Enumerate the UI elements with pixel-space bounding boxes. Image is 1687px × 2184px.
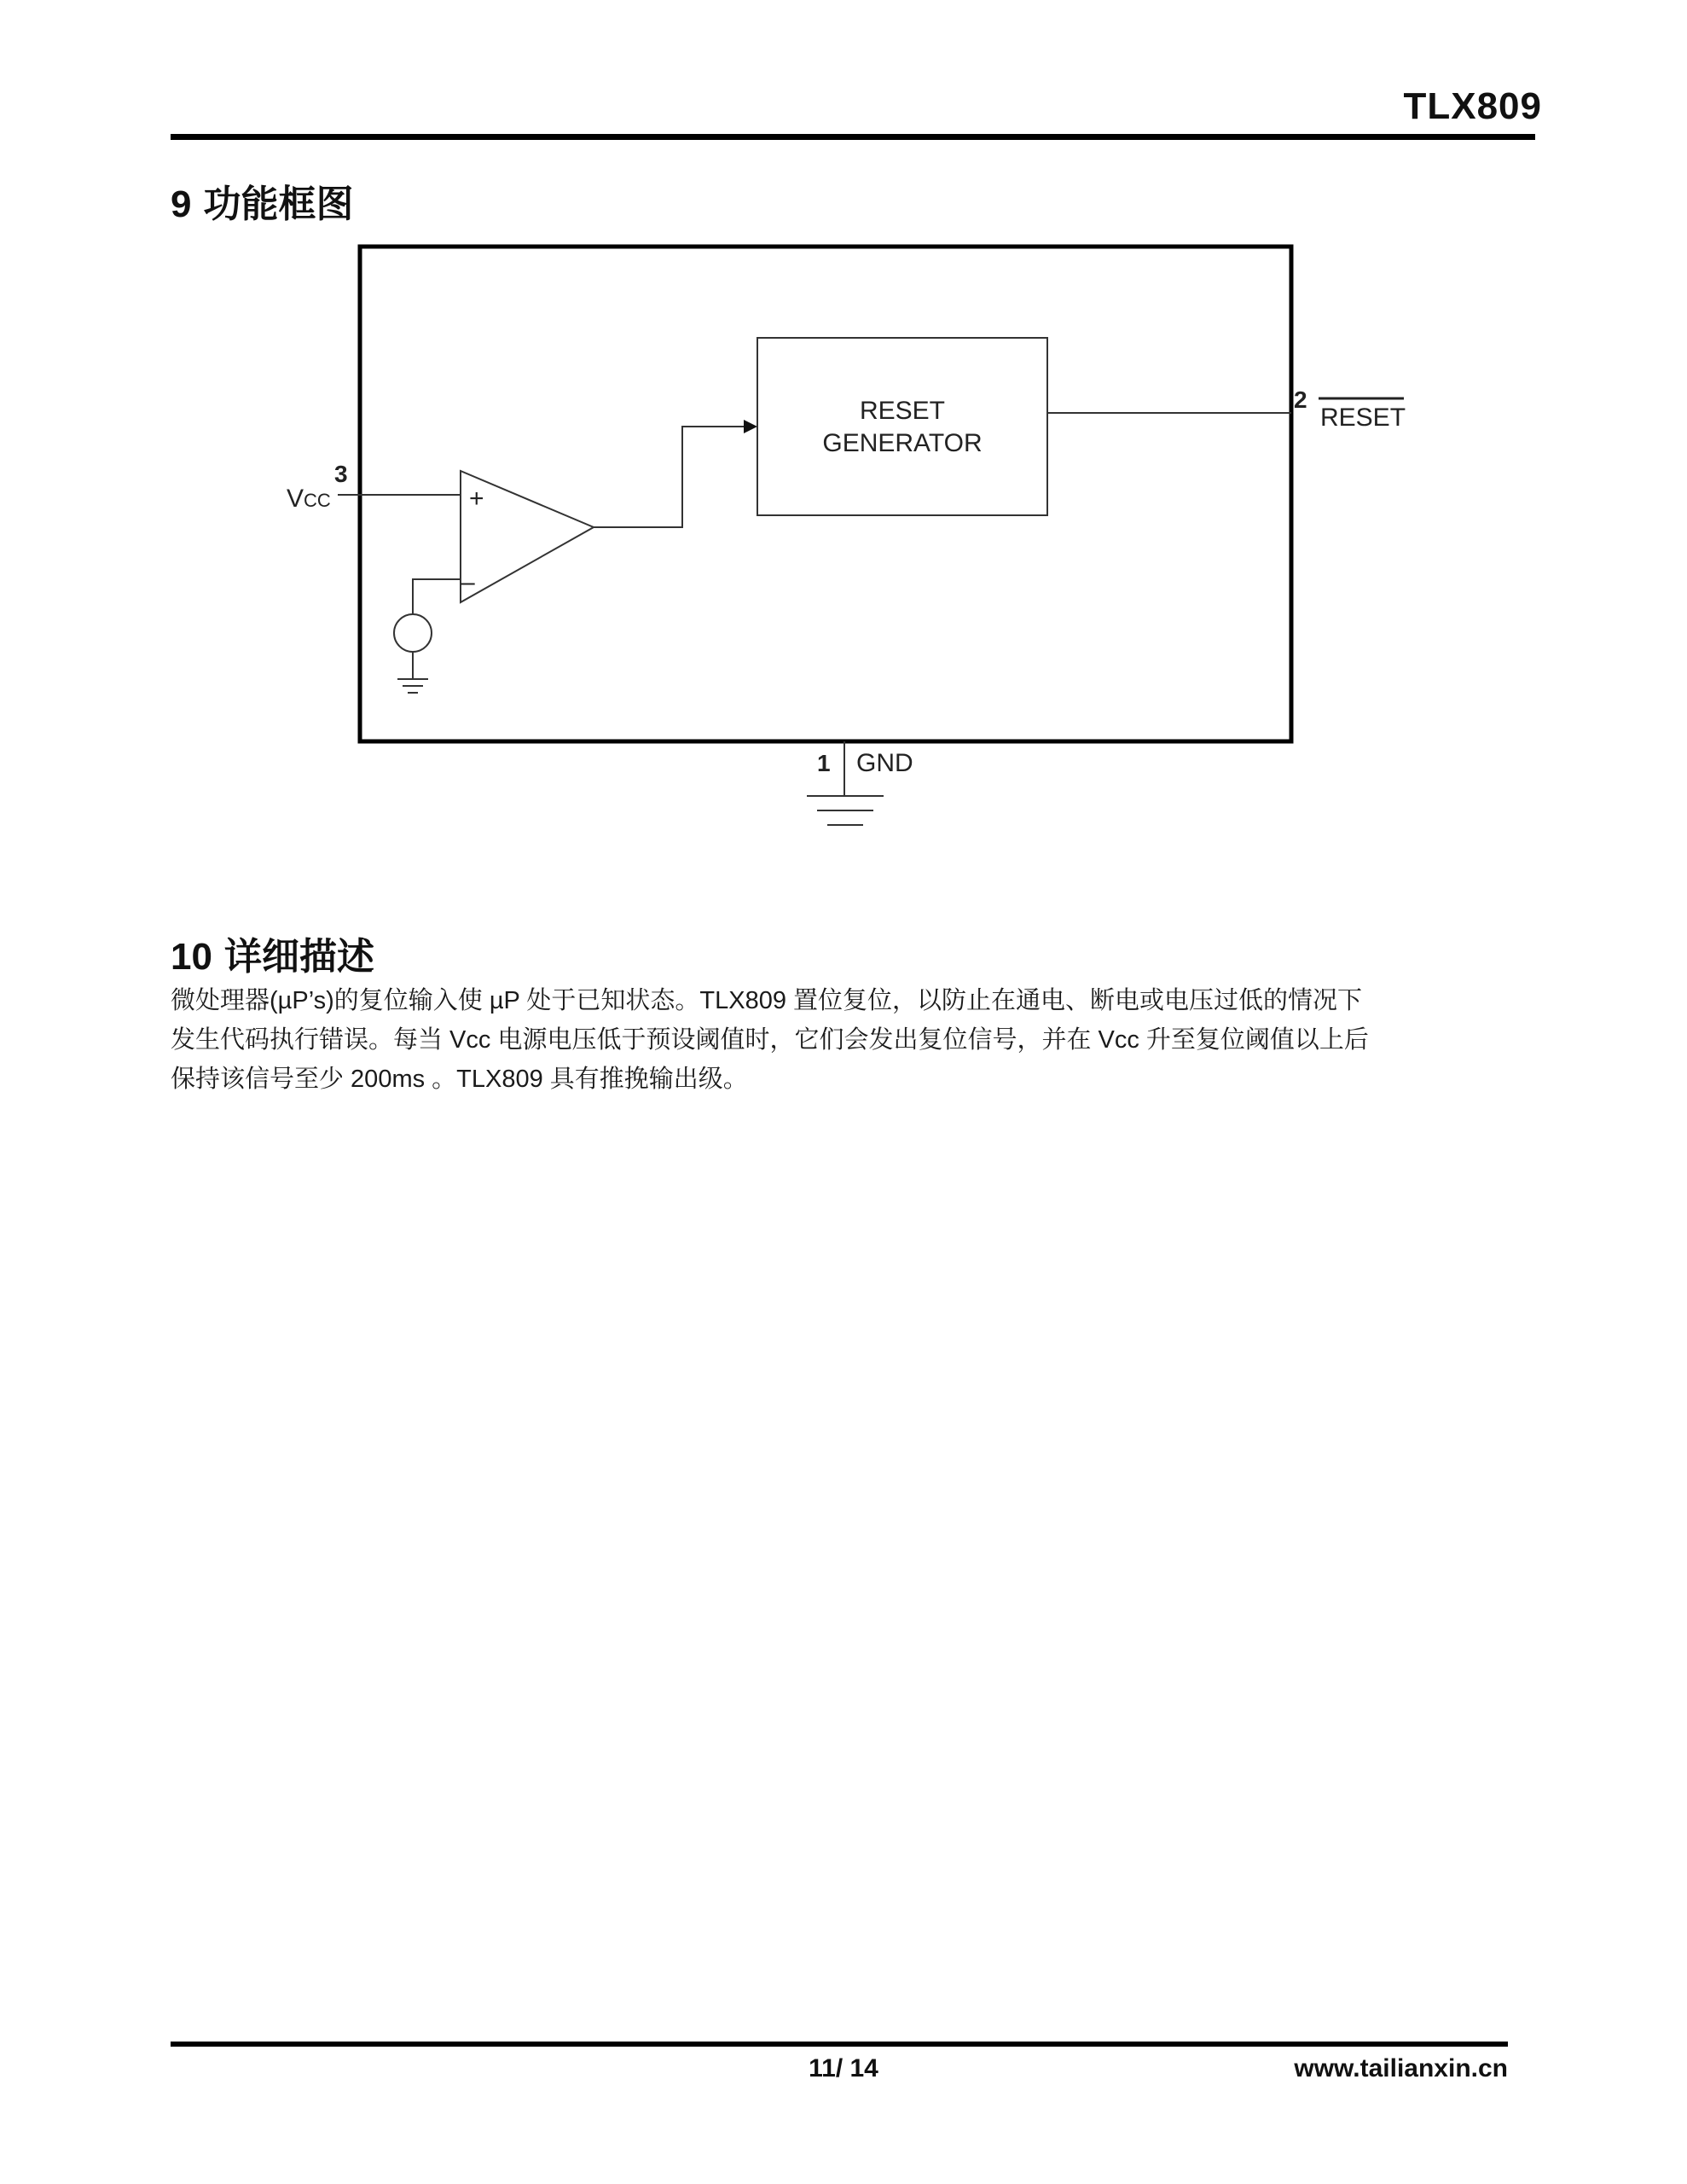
description-line-2: 发生代码执行错误。每当 Vcc 电源电压低于预设阈值时，它们会发出复位信号，并在 Vcc 升至复位阈值以上后 bbox=[171, 1026, 1369, 1054]
description-line-1: 微处理器(µP’s)的复位输入使 µP 处于已知状态。TLX809 置位复位，以防止在通电、断电或电压过低的情况下 bbox=[171, 987, 1363, 1014]
comparator-output-wire bbox=[594, 427, 744, 527]
chip-outline bbox=[360, 247, 1291, 741]
arrow-head bbox=[744, 420, 757, 433]
reset-generator-block bbox=[757, 338, 1047, 515]
description-line-3: 保持该信号至少 200ms 。TLX809 具有推挽输出级。 bbox=[171, 1066, 748, 1093]
comparator-minus-sign: – bbox=[461, 568, 475, 596]
section-10-number: 10 bbox=[171, 936, 212, 978]
reference-voltage-source bbox=[394, 614, 432, 652]
website-link[interactable]: www.tailianxin.cn bbox=[1294, 2054, 1508, 2082]
pin-vcc-number: 3 bbox=[334, 461, 348, 487]
reference-wire bbox=[413, 579, 461, 614]
reset-generator-label-line2: GENERATOR bbox=[822, 429, 983, 457]
pin-reset-name: RESET bbox=[1320, 404, 1406, 432]
pin-gnd-number: 1 bbox=[817, 750, 831, 776]
pin-reset-number: 2 bbox=[1294, 386, 1307, 413]
pin-gnd-name: GND bbox=[856, 749, 913, 777]
section-9-title: 功能框图 bbox=[203, 183, 354, 225]
detailed-description bbox=[171, 981, 1518, 1099]
page-number: 11/ 14 bbox=[809, 2054, 878, 2082]
reset-generator-label-line1: RESET bbox=[859, 397, 946, 425]
functional-block-diagram bbox=[0, 0, 1687, 904]
footer-rule bbox=[171, 2042, 1508, 2047]
section-10-title: 详细描述 bbox=[223, 936, 374, 978]
header-part-number: TLX809 bbox=[1403, 85, 1542, 127]
comparator-plus-sign: + bbox=[469, 485, 484, 513]
section-10-heading bbox=[171, 926, 374, 980]
pin-vcc-name: VCC bbox=[287, 485, 331, 513]
section-9-number: 9 bbox=[171, 183, 192, 225]
